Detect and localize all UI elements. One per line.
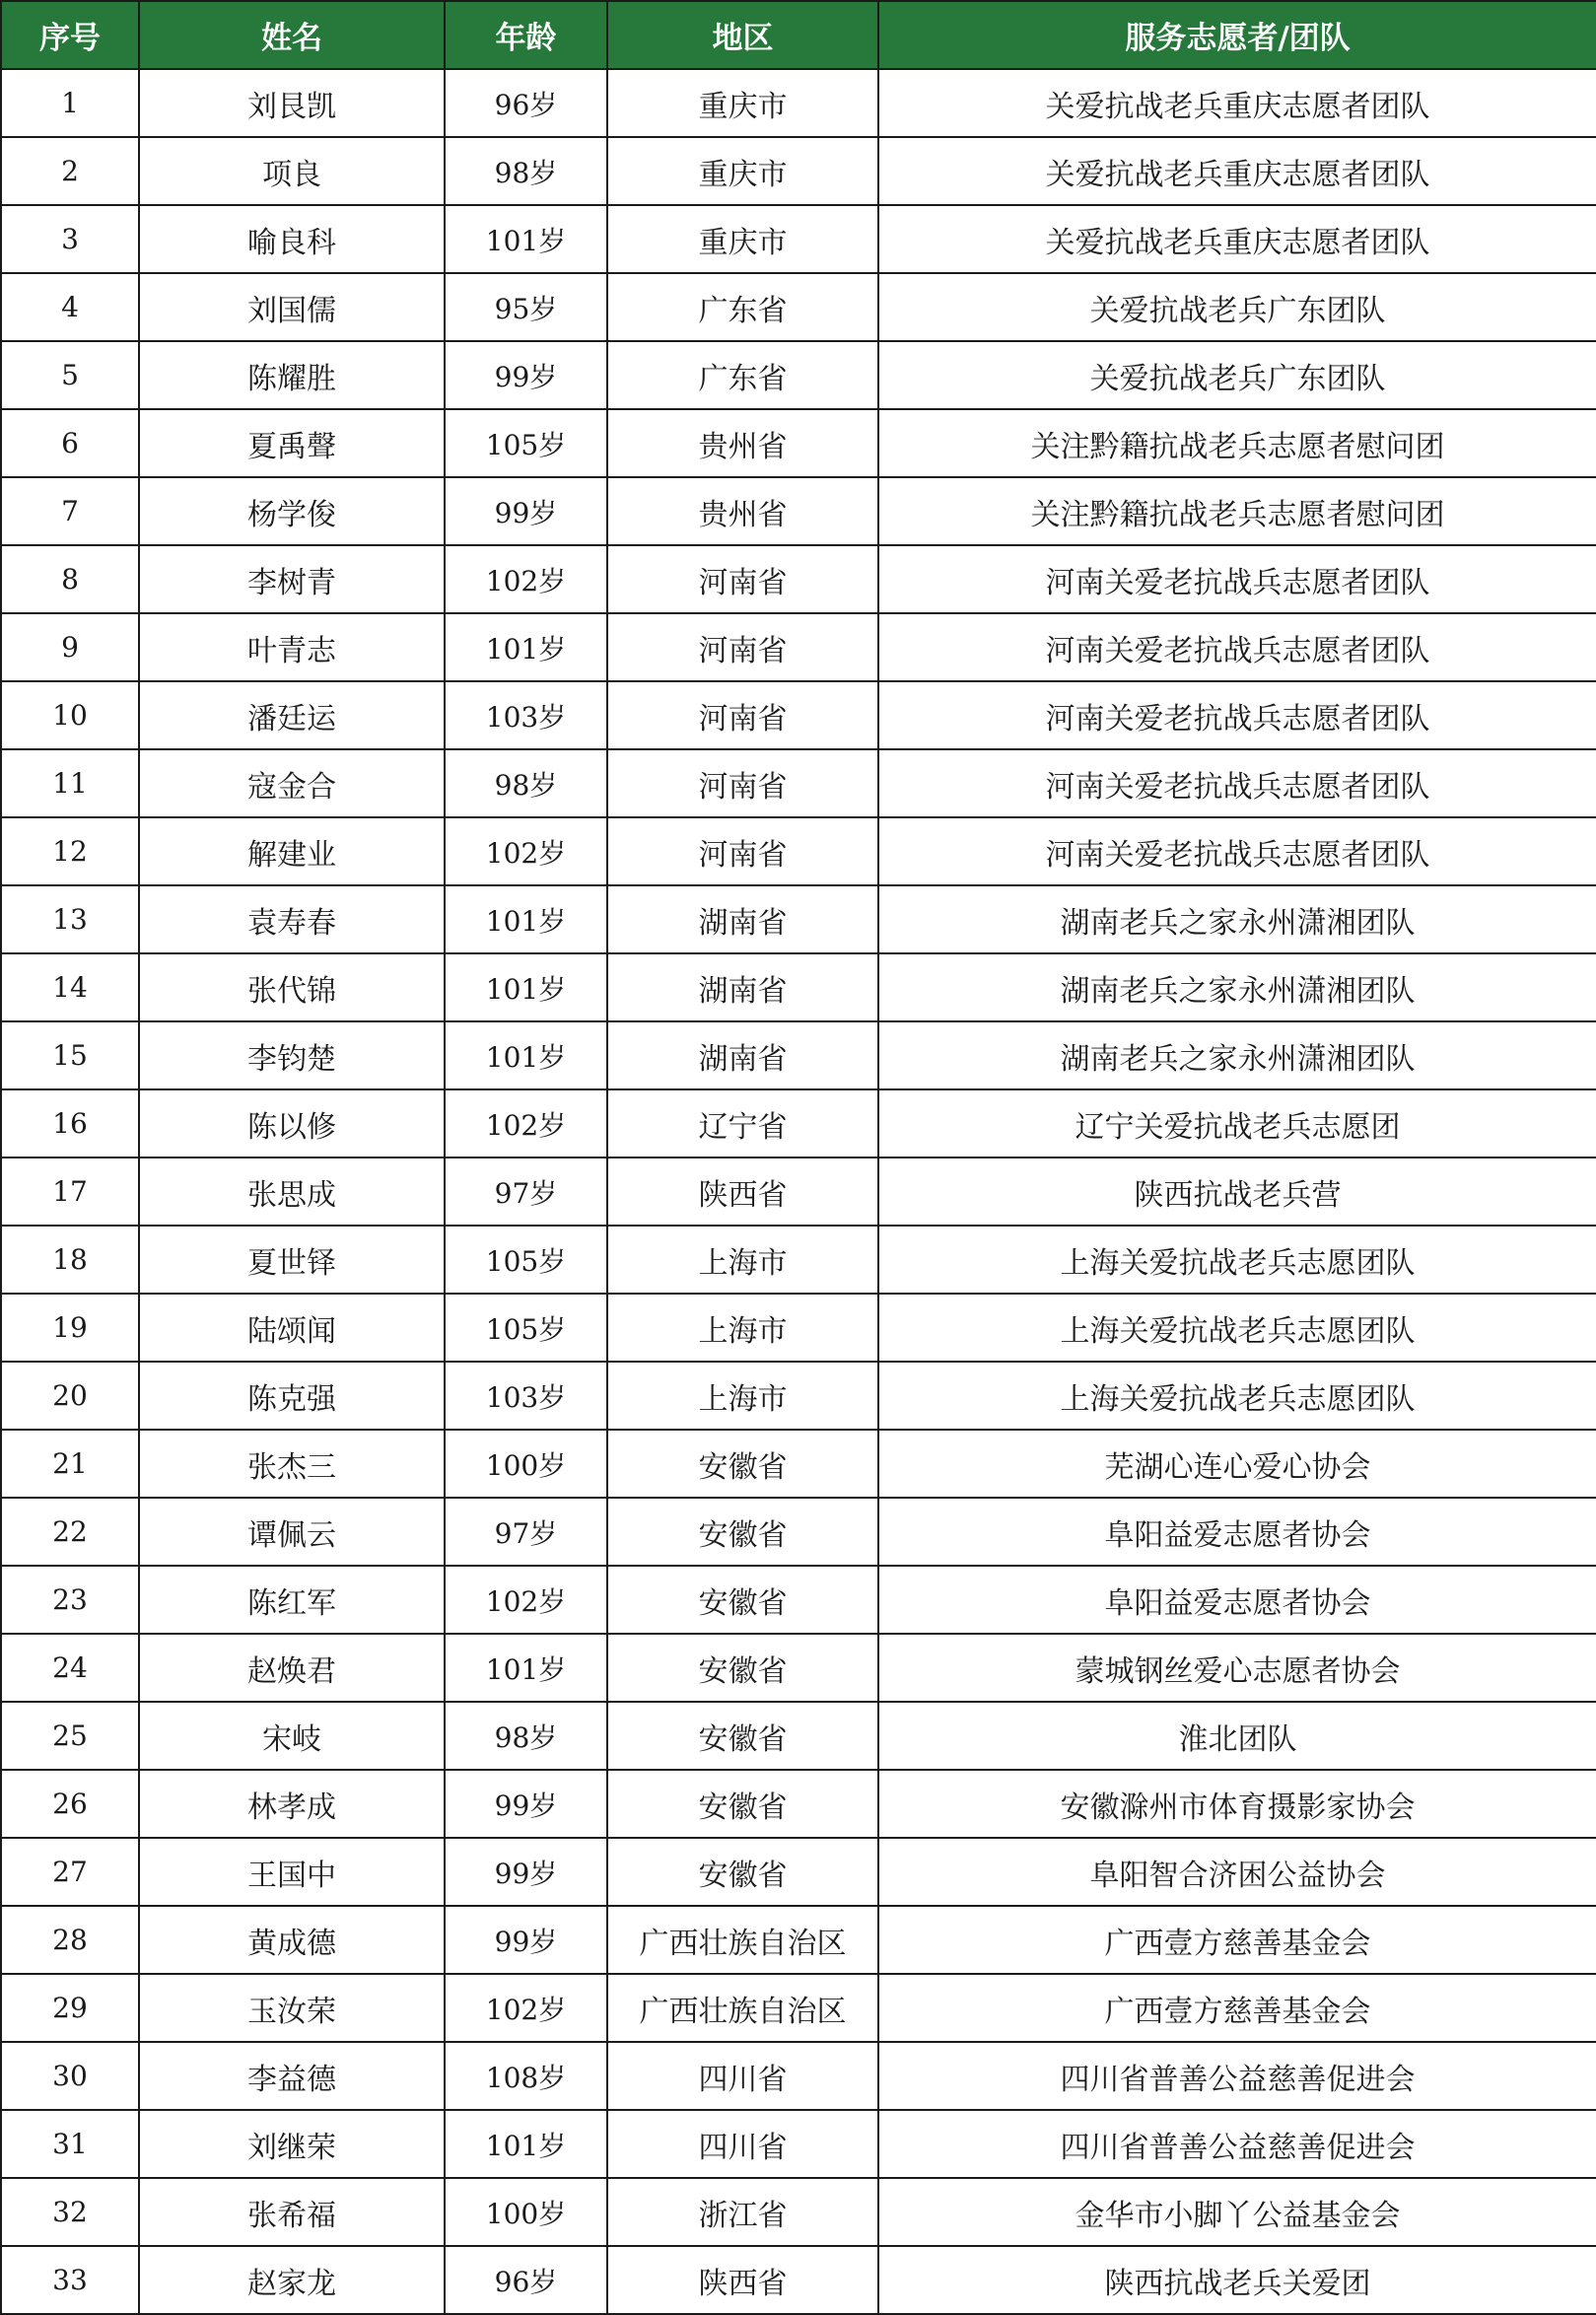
- cell-team: 蒙城钢丝爱心志愿者协会: [878, 1634, 1596, 1702]
- cell-name: 刘国儒: [139, 273, 445, 341]
- cell-team: 河南关爱老抗战兵志愿者团队: [878, 545, 1596, 613]
- cell-team: 芜湖心连心爱心协会: [878, 1430, 1596, 1498]
- table-row: [1, 2042, 1596, 2110]
- cell-age: 99岁: [445, 1906, 607, 1974]
- cell-name: 李钧楚: [139, 1021, 445, 1089]
- cell-age: 102岁: [445, 1974, 607, 2042]
- cell-index: 11: [1, 749, 139, 817]
- cell-index: 21: [1, 1430, 139, 1498]
- cell-region: 安徽省: [607, 1838, 878, 1906]
- cell-name: 玉汝荣: [139, 1974, 445, 2042]
- cell-region: 陕西省: [607, 2246, 878, 2314]
- cell-index: 12: [1, 817, 139, 885]
- table-row: [1, 1021, 1596, 1089]
- table-row: [1, 681, 1596, 749]
- cell-age: 101岁: [445, 1634, 607, 1702]
- cell-age: 98岁: [445, 749, 607, 817]
- table-row: [1, 409, 1596, 477]
- table-row: [1, 613, 1596, 681]
- cell-team: 湖南老兵之家永州潇湘团队: [878, 1021, 1596, 1089]
- table-row: [1, 1838, 1596, 1906]
- cell-age: 101岁: [445, 2110, 607, 2178]
- cell-name: 李益德: [139, 2042, 445, 2110]
- cell-team: 关爱抗战老兵重庆志愿者团队: [878, 137, 1596, 205]
- table-row: [1, 341, 1596, 409]
- cell-index: 5: [1, 341, 139, 409]
- cell-region: 贵州省: [607, 409, 878, 477]
- table-row: [1, 1974, 1596, 2042]
- cell-index: 15: [1, 1021, 139, 1089]
- cell-team: 河南关爱老抗战兵志愿者团队: [878, 681, 1596, 749]
- cell-region: 河南省: [607, 817, 878, 885]
- cell-name: 夏世铎: [139, 1226, 445, 1294]
- cell-team: 河南关爱老抗战兵志愿者团队: [878, 749, 1596, 817]
- cell-team: 辽宁关爱抗战老兵志愿团: [878, 1089, 1596, 1158]
- table-row: [1, 885, 1596, 953]
- cell-region: 贵州省: [607, 477, 878, 545]
- header-team: 服务志愿者/团队: [878, 1, 1596, 69]
- cell-team: 广西壹方慈善基金会: [878, 1974, 1596, 2042]
- cell-team: 关爱抗战老兵重庆志愿者团队: [878, 205, 1596, 273]
- cell-team: 关爱抗战老兵广东团队: [878, 273, 1596, 341]
- cell-region: 广东省: [607, 341, 878, 409]
- table-header: [1, 1, 1596, 69]
- cell-index: 3: [1, 205, 139, 273]
- cell-age: 103岁: [445, 1362, 607, 1430]
- cell-region: 四川省: [607, 2110, 878, 2178]
- cell-region: 广西壮族自治区: [607, 1974, 878, 2042]
- table-row: [1, 1089, 1596, 1158]
- cell-index: 7: [1, 477, 139, 545]
- header-index: 序号: [1, 1, 139, 69]
- cell-index: 2: [1, 137, 139, 205]
- cell-age: 99岁: [445, 477, 607, 545]
- table-row: [1, 1362, 1596, 1430]
- cell-region: 辽宁省: [607, 1089, 878, 1158]
- cell-index: 25: [1, 1702, 139, 1770]
- cell-index: 16: [1, 1089, 139, 1158]
- cell-name: 解建业: [139, 817, 445, 885]
- table-row: [1, 1566, 1596, 1634]
- cell-age: 99岁: [445, 1838, 607, 1906]
- cell-team: 关注黔籍抗战老兵志愿者慰问团: [878, 409, 1596, 477]
- cell-index: 24: [1, 1634, 139, 1702]
- cell-age: 98岁: [445, 137, 607, 205]
- cell-team: 关注黔籍抗战老兵志愿者慰问团: [878, 477, 1596, 545]
- cell-name: 杨学俊: [139, 477, 445, 545]
- cell-region: 上海市: [607, 1362, 878, 1430]
- table-body: [1, 69, 1596, 2314]
- cell-age: 96岁: [445, 69, 607, 137]
- cell-age: 101岁: [445, 613, 607, 681]
- cell-region: 四川省: [607, 2042, 878, 2110]
- cell-age: 97岁: [445, 1158, 607, 1226]
- table-row: [1, 1702, 1596, 1770]
- cell-name: 陈耀胜: [139, 341, 445, 409]
- cell-team: 湖南老兵之家永州潇湘团队: [878, 953, 1596, 1021]
- cell-age: 108岁: [445, 2042, 607, 2110]
- cell-region: 安徽省: [607, 1566, 878, 1634]
- cell-name: 陆颂闻: [139, 1294, 445, 1362]
- cell-index: 20: [1, 1362, 139, 1430]
- cell-age: 101岁: [445, 885, 607, 953]
- cell-region: 重庆市: [607, 205, 878, 273]
- cell-name: 张思成: [139, 1158, 445, 1226]
- cell-name: 林孝成: [139, 1770, 445, 1838]
- cell-team: 河南关爱老抗战兵志愿者团队: [878, 613, 1596, 681]
- cell-region: 陕西省: [607, 1158, 878, 1226]
- cell-age: 105岁: [445, 1294, 607, 1362]
- cell-age: 99岁: [445, 1770, 607, 1838]
- table-row: [1, 1498, 1596, 1566]
- cell-name: 陈以修: [139, 1089, 445, 1158]
- cell-age: 101岁: [445, 205, 607, 273]
- cell-index: 1: [1, 69, 139, 137]
- cell-age: 105岁: [445, 409, 607, 477]
- cell-age: 102岁: [445, 817, 607, 885]
- cell-age: 100岁: [445, 1430, 607, 1498]
- table-row: [1, 2110, 1596, 2178]
- cell-age: 102岁: [445, 1566, 607, 1634]
- cell-team: 湖南老兵之家永州潇湘团队: [878, 885, 1596, 953]
- cell-index: 13: [1, 885, 139, 953]
- cell-region: 重庆市: [607, 137, 878, 205]
- cell-region: 广西壮族自治区: [607, 1906, 878, 1974]
- cell-region: 湖南省: [607, 953, 878, 1021]
- cell-name: 王国中: [139, 1838, 445, 1906]
- table-row: [1, 1634, 1596, 1702]
- table-row: [1, 1906, 1596, 1974]
- cell-index: 26: [1, 1770, 139, 1838]
- cell-age: 100岁: [445, 2178, 607, 2246]
- table-row: [1, 953, 1596, 1021]
- cell-name: 张杰三: [139, 1430, 445, 1498]
- cell-region: 安徽省: [607, 1770, 878, 1838]
- cell-region: 河南省: [607, 749, 878, 817]
- cell-name: 刘继荣: [139, 2110, 445, 2178]
- cell-team: 金华市小脚丫公益基金会: [878, 2178, 1596, 2246]
- header-row: [1, 1, 1596, 69]
- cell-region: 湖南省: [607, 1021, 878, 1089]
- cell-name: 项良: [139, 137, 445, 205]
- cell-age: 102岁: [445, 545, 607, 613]
- header-age: 年龄: [445, 1, 607, 69]
- cell-region: 河南省: [607, 613, 878, 681]
- cell-age: 95岁: [445, 273, 607, 341]
- cell-name: 寇金合: [139, 749, 445, 817]
- cell-region: 上海市: [607, 1294, 878, 1362]
- cell-team: 广西壹方慈善基金会: [878, 1906, 1596, 1974]
- cell-name: 叶青志: [139, 613, 445, 681]
- cell-team: 四川省普善公益慈善促进会: [878, 2110, 1596, 2178]
- table-row: [1, 749, 1596, 817]
- cell-team: 上海关爱抗战老兵志愿团队: [878, 1294, 1596, 1362]
- cell-region: 河南省: [607, 681, 878, 749]
- cell-name: 宋岐: [139, 1702, 445, 1770]
- table-row: [1, 1294, 1596, 1362]
- cell-index: 28: [1, 1906, 139, 1974]
- cell-name: 袁寿春: [139, 885, 445, 953]
- table-row: [1, 205, 1596, 273]
- cell-name: 赵焕君: [139, 1634, 445, 1702]
- cell-age: 101岁: [445, 1021, 607, 1089]
- cell-age: 101岁: [445, 953, 607, 1021]
- cell-team: 淮北团队: [878, 1702, 1596, 1770]
- cell-region: 上海市: [607, 1226, 878, 1294]
- cell-age: 103岁: [445, 681, 607, 749]
- cell-index: 29: [1, 1974, 139, 2042]
- cell-index: 19: [1, 1294, 139, 1362]
- table-row: [1, 545, 1596, 613]
- cell-name: 张希福: [139, 2178, 445, 2246]
- cell-index: 22: [1, 1498, 139, 1566]
- cell-index: 14: [1, 953, 139, 1021]
- cell-name: 陈克强: [139, 1362, 445, 1430]
- cell-age: 97岁: [445, 1498, 607, 1566]
- cell-team: 陕西抗战老兵营: [878, 1158, 1596, 1226]
- table-row: [1, 2178, 1596, 2246]
- cell-name: 李树青: [139, 545, 445, 613]
- cell-age: 98岁: [445, 1702, 607, 1770]
- cell-index: 8: [1, 545, 139, 613]
- cell-index: 9: [1, 613, 139, 681]
- cell-name: 陈红军: [139, 1566, 445, 1634]
- cell-region: 湖南省: [607, 885, 878, 953]
- table-row: [1, 2246, 1596, 2314]
- cell-name: 刘艮凯: [139, 69, 445, 137]
- cell-age: 99岁: [445, 341, 607, 409]
- table-row: [1, 1226, 1596, 1294]
- cell-name: 夏禹聲: [139, 409, 445, 477]
- cell-index: 18: [1, 1226, 139, 1294]
- cell-age: 96岁: [445, 2246, 607, 2314]
- cell-team: 上海关爱抗战老兵志愿团队: [878, 1226, 1596, 1294]
- cell-region: 安徽省: [607, 1498, 878, 1566]
- cell-team: 河南关爱老抗战兵志愿者团队: [878, 817, 1596, 885]
- table-row: [1, 1430, 1596, 1498]
- header-name: 姓名: [139, 1, 445, 69]
- table-row: [1, 137, 1596, 205]
- cell-index: 32: [1, 2178, 139, 2246]
- cell-index: 27: [1, 1838, 139, 1906]
- cell-index: 10: [1, 681, 139, 749]
- cell-name: 谭佩云: [139, 1498, 445, 1566]
- cell-index: 6: [1, 409, 139, 477]
- table-row: [1, 1158, 1596, 1226]
- table-row: [1, 477, 1596, 545]
- cell-index: 17: [1, 1158, 139, 1226]
- cell-name: 潘廷运: [139, 681, 445, 749]
- cell-team: 关爱抗战老兵广东团队: [878, 341, 1596, 409]
- cell-index: 23: [1, 1566, 139, 1634]
- cell-region: 安徽省: [607, 1430, 878, 1498]
- cell-region: 广东省: [607, 273, 878, 341]
- cell-team: 阜阳智合济困公益协会: [878, 1838, 1596, 1906]
- cell-name: 喻良科: [139, 205, 445, 273]
- table-row: [1, 1770, 1596, 1838]
- cell-name: 黄成德: [139, 1906, 445, 1974]
- cell-team: 关爱抗战老兵重庆志愿者团队: [878, 69, 1596, 137]
- cell-index: 33: [1, 2246, 139, 2314]
- cell-region: 安徽省: [607, 1702, 878, 1770]
- table-row: [1, 273, 1596, 341]
- cell-region: 安徽省: [607, 1634, 878, 1702]
- cell-team: 安徽滁州市体育摄影家协会: [878, 1770, 1596, 1838]
- cell-age: 102岁: [445, 1089, 607, 1158]
- table-row: [1, 69, 1596, 137]
- cell-index: 31: [1, 2110, 139, 2178]
- cell-team: 上海关爱抗战老兵志愿团队: [878, 1362, 1596, 1430]
- cell-name: 赵家龙: [139, 2246, 445, 2314]
- cell-team: 阜阳益爱志愿者协会: [878, 1566, 1596, 1634]
- cell-index: 30: [1, 2042, 139, 2110]
- cell-team: 阜阳益爱志愿者协会: [878, 1498, 1596, 1566]
- cell-age: 105岁: [445, 1226, 607, 1294]
- cell-team: 陕西抗战老兵关爱团: [878, 2246, 1596, 2314]
- cell-region: 浙江省: [607, 2178, 878, 2246]
- cell-index: 4: [1, 273, 139, 341]
- header-region: 地区: [607, 1, 878, 69]
- cell-region: 重庆市: [607, 69, 878, 137]
- cell-region: 河南省: [607, 545, 878, 613]
- cell-team: 四川省普善公益慈善促进会: [878, 2042, 1596, 2110]
- cell-name: 张代锦: [139, 953, 445, 1021]
- table-row: [1, 817, 1596, 885]
